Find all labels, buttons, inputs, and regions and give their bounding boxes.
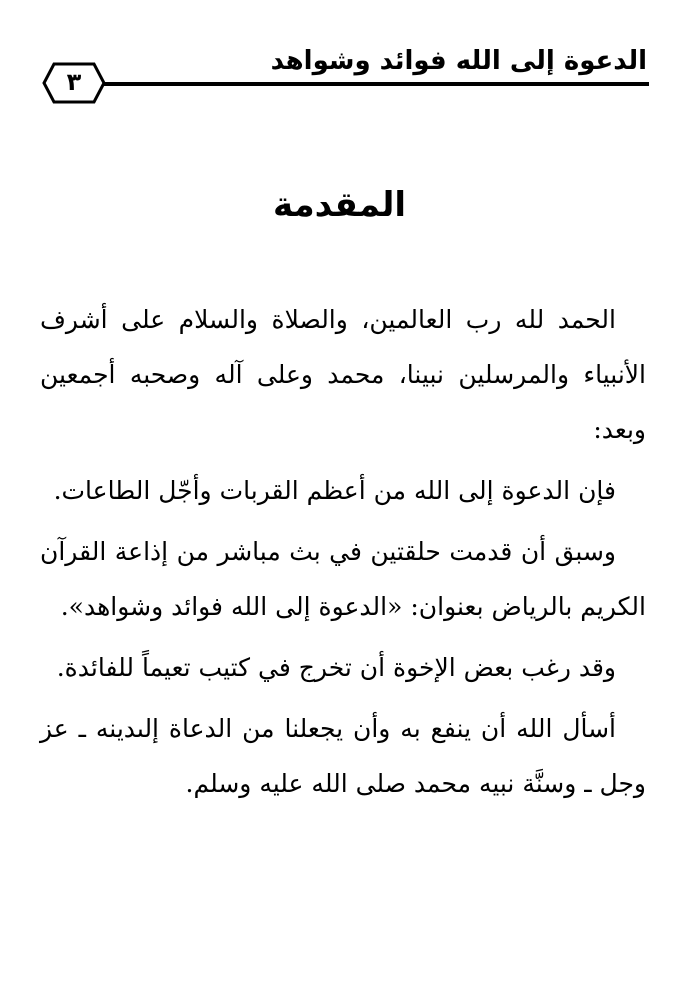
page-number-badge [42, 62, 106, 104]
paragraph-dawah-importance: فإن الدعوة إلى الله من أعظم القربات وأجّل الطاعات. [53, 476, 616, 505]
paragraph-radio-broadcast: وسبق أن قدمت حلقتين في بث مباشر من إذاعة القرآن الكريم بالرياض بعنوان: «الدعوة إلى الله فوائد وشواهد». [40, 537, 646, 621]
paragraph-supplication: أسأل الله أن ينفع به وأن يجعلنا من الدعاة إلىدينه ـ عز وجل ـ وسنَّة نبيه محمد صلى الله عليه وسلم. [40, 714, 646, 798]
chapter-title: المقدمة [273, 185, 406, 225]
page-number: ٣ [66, 68, 82, 96]
running-title: الدعوة إلى الله فوائد وشواهد [270, 46, 647, 76]
paragraph-booklet: وقد رغب بعض الإخوة أن تخرج في كتيب تعيماً للفائدة. [56, 653, 616, 682]
header-rule [100, 82, 649, 86]
body-text [40, 292, 646, 811]
page-header [38, 42, 649, 100]
paragraph-opening: الحمد لله رب العالمين، والصلاة والسلام على أشرف الأنبياء والمرسلين نبينا، محمد وعلى آله وصحبه أجمعين وبعد: [40, 305, 646, 444]
